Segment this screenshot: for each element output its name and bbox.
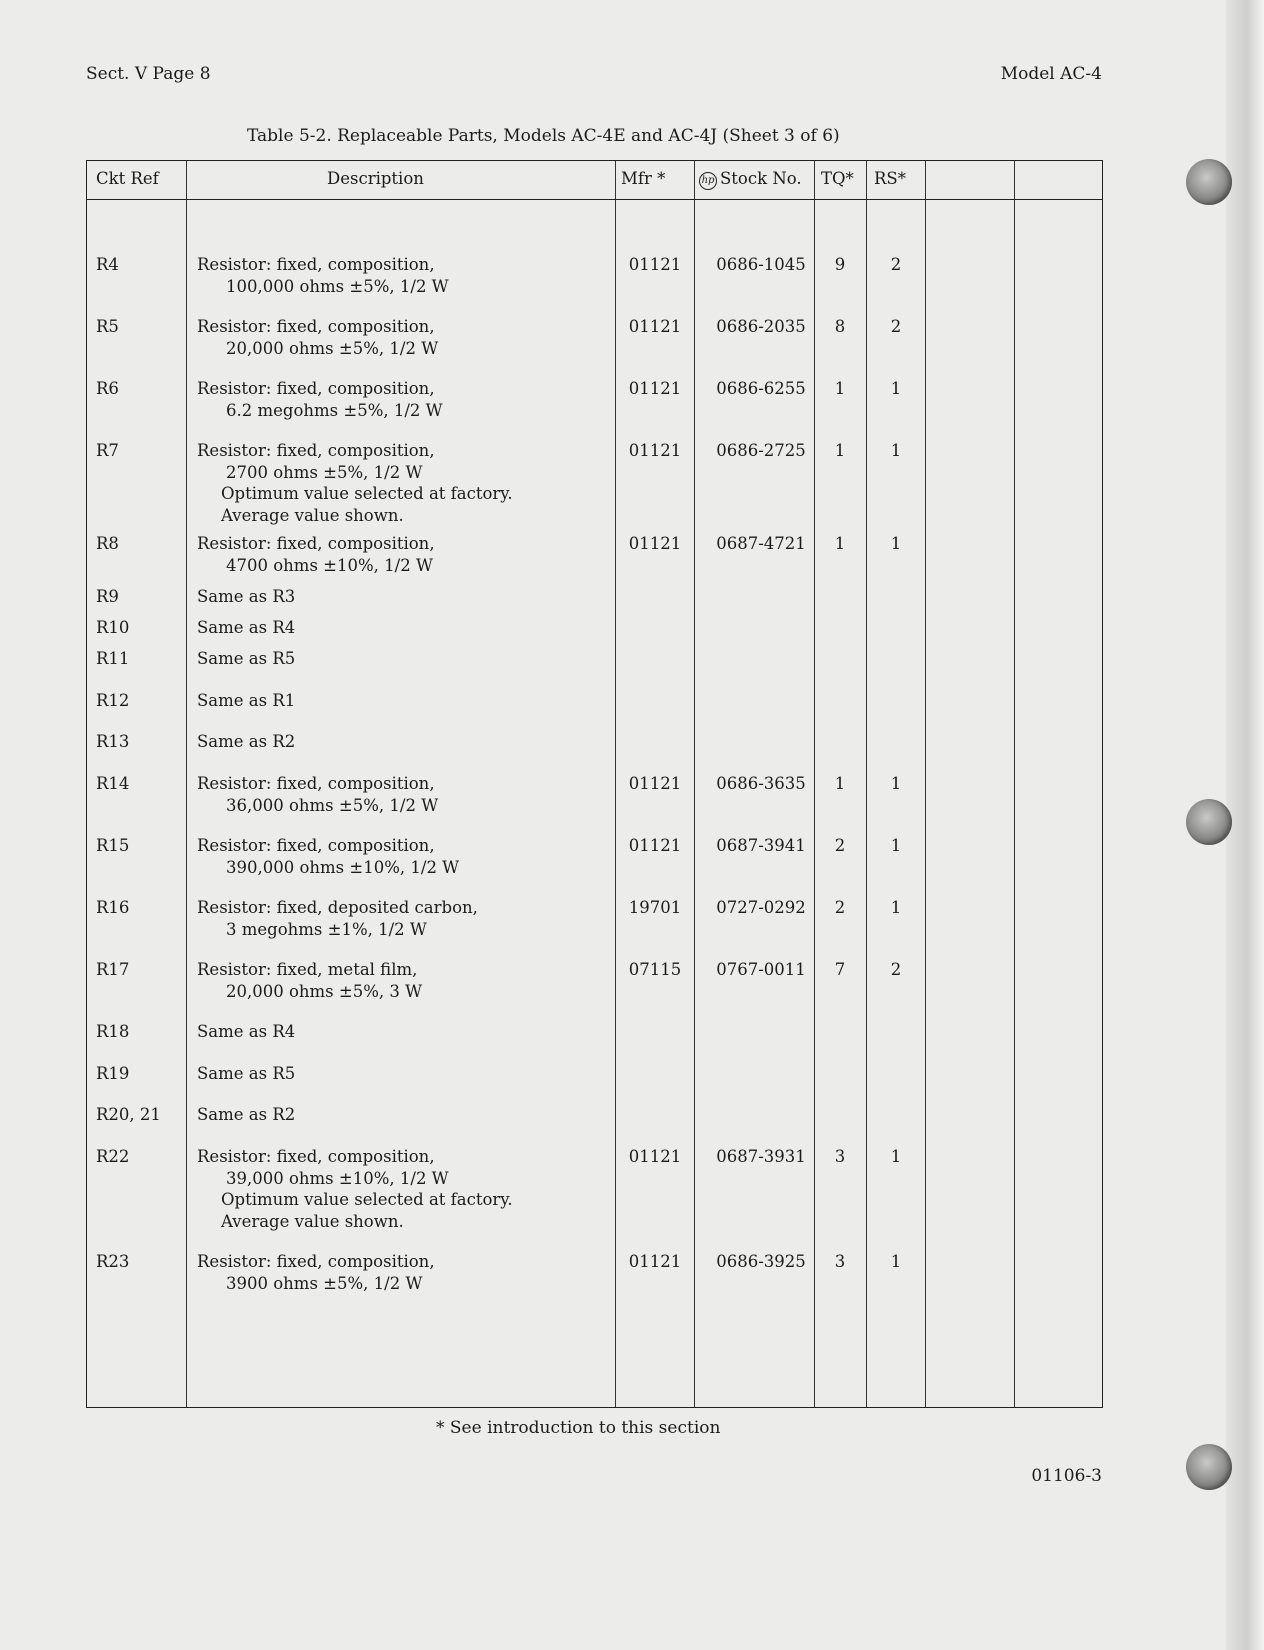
cell-description xyxy=(197,731,295,753)
description-line: Same as R5 xyxy=(197,1064,296,1083)
description-spec: 39,000 ohms ±10%, 1/2 W xyxy=(226,1168,449,1188)
cell-ckt-ref: R16 xyxy=(96,898,130,917)
footnote: * See introduction to this section xyxy=(436,1418,721,1438)
col-header-mfr: Mfr * xyxy=(621,169,666,188)
cell-description xyxy=(197,316,438,359)
page-number: 01106-3 xyxy=(1031,1466,1102,1486)
description-line: Same as R5 xyxy=(197,649,296,668)
description-line: Resistor: fixed, composition, xyxy=(197,1147,435,1166)
cell-ckt-ref: R12 xyxy=(96,691,130,710)
cell-mfr: 01121 xyxy=(628,836,682,855)
cell-ckt-ref: R15 xyxy=(96,836,130,855)
cell-tq: 9 xyxy=(834,255,846,274)
description-spec: 3 megohms ±1%, 1/2 W xyxy=(226,919,427,939)
cell-description xyxy=(197,648,295,670)
cell-stock-no: 0687-3941 xyxy=(716,836,806,855)
cell-description xyxy=(197,1146,513,1232)
cell-mfr: 01121 xyxy=(628,441,682,460)
cell-mfr: 19701 xyxy=(628,898,682,917)
description-spec: 36,000 ohms ±5%, 1/2 W xyxy=(226,795,439,815)
description-note: Average value shown. xyxy=(221,1211,404,1231)
parts-table xyxy=(86,160,1103,1408)
binder-hole-top xyxy=(1186,159,1232,205)
cell-tq: 2 xyxy=(834,836,846,855)
cell-mfr: 01121 xyxy=(628,1252,682,1271)
cell-mfr: 01121 xyxy=(628,1147,682,1166)
cell-description xyxy=(197,897,478,940)
hp-logo-icon: hp xyxy=(699,172,717,190)
cell-rs: 1 xyxy=(890,441,902,460)
cell-rs: 2 xyxy=(890,255,902,274)
description-line: Resistor: fixed, deposited carbon, xyxy=(197,898,478,917)
cell-ckt-ref: R23 xyxy=(96,1252,130,1271)
description-spec: 4700 ohms ±10%, 1/2 W xyxy=(226,555,433,575)
cell-mfr: 01121 xyxy=(628,774,682,793)
cell-description xyxy=(197,617,295,639)
cell-tq: 2 xyxy=(834,898,846,917)
col-header-rs: RS* xyxy=(874,169,906,188)
cell-stock-no: 0686-3925 xyxy=(716,1252,806,1271)
cell-rs: 2 xyxy=(890,960,902,979)
cell-description xyxy=(197,1251,435,1294)
description-line: Resistor: fixed, composition, xyxy=(197,836,435,855)
cell-description xyxy=(197,440,513,526)
cell-mfr: 01121 xyxy=(628,534,682,553)
cell-ckt-ref: R7 xyxy=(96,441,119,460)
cell-ckt-ref: R13 xyxy=(96,732,130,751)
cell-rs: 2 xyxy=(890,317,902,336)
section-page-label: Sect. V Page 8 xyxy=(86,64,211,84)
description-line: Resistor: fixed, composition, xyxy=(197,255,435,274)
cell-stock-no: 0687-4721 xyxy=(716,534,806,553)
description-line: Resistor: fixed, composition, xyxy=(197,774,435,793)
description-spec: 6.2 megohms ±5%, 1/2 W xyxy=(226,400,443,420)
cell-description xyxy=(197,959,422,1002)
cell-description xyxy=(197,1063,295,1085)
cell-tq: 3 xyxy=(834,1252,846,1271)
cell-description xyxy=(197,835,459,878)
cell-stock-no: 0687-3931 xyxy=(716,1147,806,1166)
cell-stock-no: 0686-2725 xyxy=(716,441,806,460)
description-spec: 20,000 ohms ±5%, 1/2 W xyxy=(226,338,439,358)
cell-ckt-ref: R18 xyxy=(96,1022,130,1041)
description-line: Resistor: fixed, composition, xyxy=(197,441,435,460)
description-line: Same as R4 xyxy=(197,618,296,637)
description-line: Resistor: fixed, composition, xyxy=(197,534,435,553)
cell-tq: 1 xyxy=(834,534,846,553)
model-label: Model AC-4 xyxy=(1000,64,1102,84)
cell-ckt-ref: R10 xyxy=(96,618,130,637)
cell-stock-no: 0686-6255 xyxy=(716,379,806,398)
cell-rs: 1 xyxy=(890,898,902,917)
cell-tq: 1 xyxy=(834,441,846,460)
cell-description xyxy=(197,773,438,816)
cell-mfr: 07115 xyxy=(628,960,682,979)
cell-ckt-ref: R17 xyxy=(96,960,130,979)
cell-ckt-ref: R11 xyxy=(96,649,130,668)
description-spec: 20,000 ohms ±5%, 3 W xyxy=(226,981,423,1001)
binder-hole-bottom xyxy=(1186,1444,1232,1490)
description-spec: 100,000 ohms ±5%, 1/2 W xyxy=(226,276,449,296)
description-line: Same as R2 xyxy=(197,732,296,751)
cell-stock-no: 0767-0011 xyxy=(716,960,806,979)
col-header-ckt-ref: Ckt Ref xyxy=(96,169,159,188)
cell-tq: 3 xyxy=(834,1147,846,1166)
cell-description xyxy=(197,1021,295,1043)
cell-tq: 1 xyxy=(834,774,846,793)
cell-tq: 7 xyxy=(834,960,846,979)
cell-ckt-ref: R4 xyxy=(96,255,119,274)
cell-ckt-ref: R20, 21 xyxy=(96,1105,161,1124)
description-line: Same as R2 xyxy=(197,1105,296,1124)
cell-stock-no: 0727-0292 xyxy=(716,898,806,917)
col-header-stock-no xyxy=(699,169,802,190)
description-line: Resistor: fixed, metal film, xyxy=(197,960,418,979)
cell-mfr: 01121 xyxy=(628,317,682,336)
cell-rs: 1 xyxy=(890,1147,902,1166)
cell-description xyxy=(197,254,449,297)
cell-description xyxy=(197,378,443,421)
description-note: Optimum value selected at factory. xyxy=(221,484,513,503)
cell-ckt-ref: R19 xyxy=(96,1064,130,1083)
cell-ckt-ref: R6 xyxy=(96,379,119,398)
description-line: Same as R3 xyxy=(197,587,296,606)
cell-description xyxy=(197,690,295,712)
cell-ckt-ref: R22 xyxy=(96,1147,130,1166)
cell-rs: 1 xyxy=(890,379,902,398)
description-line: Resistor: fixed, composition, xyxy=(197,379,435,398)
description-line: Same as R4 xyxy=(197,1022,296,1041)
cell-rs: 1 xyxy=(890,774,902,793)
table-title: Table 5-2. Replaceable Parts, Models AC-4E and AC-4J (Sheet 3 of 6) xyxy=(247,126,840,146)
cell-ckt-ref: R5 xyxy=(96,317,119,336)
description-line: Same as R1 xyxy=(197,691,296,710)
cell-rs: 1 xyxy=(890,534,902,553)
description-spec: 3900 ohms ±5%, 1/2 W xyxy=(226,1273,423,1293)
description-spec: 390,000 ohms ±10%, 1/2 W xyxy=(226,857,460,877)
cell-ckt-ref: R14 xyxy=(96,774,130,793)
cell-stock-no: 0686-2035 xyxy=(716,317,806,336)
description-line: Resistor: fixed, composition, xyxy=(197,317,435,336)
cell-description xyxy=(197,586,295,608)
binder-hole-middle xyxy=(1186,799,1232,845)
cell-mfr: 01121 xyxy=(628,379,682,398)
cell-rs: 1 xyxy=(890,836,902,855)
cell-ckt-ref: R9 xyxy=(96,587,119,606)
cell-tq: 8 xyxy=(834,317,846,336)
cell-tq: 1 xyxy=(834,379,846,398)
cell-stock-no: 0686-3635 xyxy=(716,774,806,793)
cell-mfr: 01121 xyxy=(628,255,682,274)
description-spec: 2700 ohms ±5%, 1/2 W xyxy=(226,462,423,482)
col-header-stock-label: Stock No. xyxy=(720,169,802,188)
col-header-description: Description xyxy=(327,169,424,188)
description-note: Optimum value selected at factory. xyxy=(221,1190,513,1209)
cell-description xyxy=(197,533,435,576)
cell-rs: 1 xyxy=(890,1252,902,1271)
description-line: Resistor: fixed, composition, xyxy=(197,1252,435,1271)
cell-description xyxy=(197,1104,295,1126)
description-note: Average value shown. xyxy=(221,505,404,525)
col-header-tq: TQ* xyxy=(821,169,854,188)
cell-ckt-ref: R8 xyxy=(96,534,119,553)
cell-stock-no: 0686-1045 xyxy=(716,255,806,274)
